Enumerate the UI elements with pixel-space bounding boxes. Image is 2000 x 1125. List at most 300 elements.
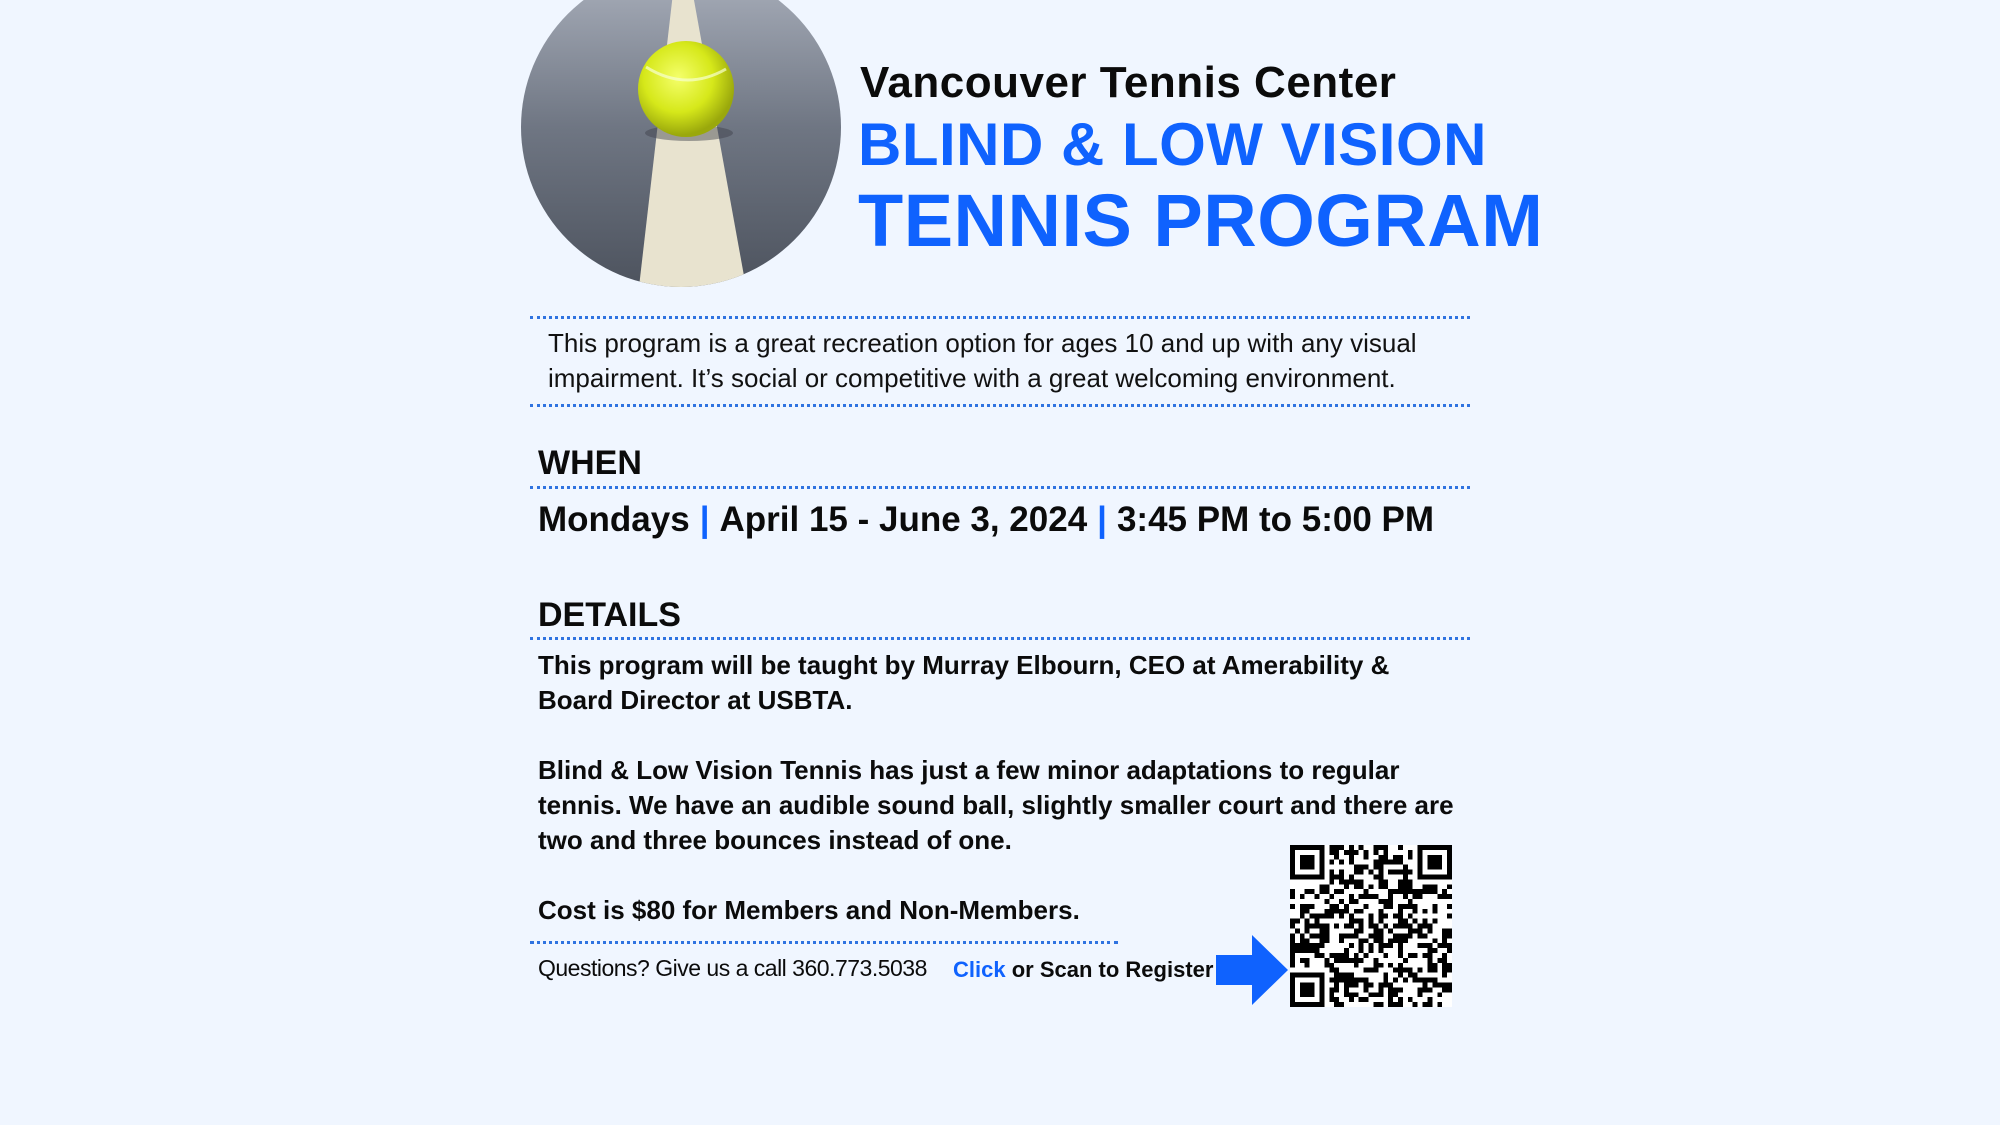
qr-module bbox=[1339, 914, 1344, 919]
qr-module bbox=[1413, 928, 1418, 933]
details-paragraph-adaptations: Blind & Low Vision Tennis has just a few minor adaptations to regular tennis. We have an audible sound ball, slightly smaller court and there are two and three bounces instead of one. bbox=[538, 755, 1454, 855]
qr-module bbox=[1305, 963, 1310, 968]
qr-module bbox=[1393, 938, 1398, 943]
qr-module bbox=[1344, 992, 1349, 997]
qr-module bbox=[1403, 978, 1408, 983]
schedule-time: 3:45 PM to 5:00 PM bbox=[1116, 500, 1435, 539]
qr-module bbox=[1329, 860, 1334, 865]
qr-module bbox=[1427, 874, 1432, 879]
qr-module bbox=[1329, 992, 1334, 997]
qr-module bbox=[1418, 865, 1423, 870]
qr-module bbox=[1373, 860, 1378, 865]
qr-module bbox=[1315, 933, 1320, 938]
qr-module bbox=[1290, 924, 1295, 929]
qr-module bbox=[1334, 889, 1339, 894]
qr-module bbox=[1349, 958, 1354, 963]
qr-module bbox=[1305, 943, 1310, 948]
qr-module bbox=[1418, 943, 1423, 948]
separator: | bbox=[699, 500, 710, 539]
qr-module bbox=[1329, 909, 1334, 914]
qr-module bbox=[1354, 870, 1359, 875]
qr-module bbox=[1418, 850, 1423, 855]
qr-module bbox=[1329, 914, 1334, 919]
qr-module bbox=[1408, 924, 1413, 929]
qr-module bbox=[1359, 924, 1364, 929]
qr-module bbox=[1423, 943, 1428, 948]
qr-module bbox=[1369, 894, 1374, 899]
qr-module bbox=[1383, 879, 1388, 884]
qr-module bbox=[1447, 982, 1452, 987]
qr-module bbox=[1408, 968, 1413, 973]
qr-module bbox=[1319, 938, 1324, 943]
qr-module bbox=[1315, 948, 1320, 953]
qr-module bbox=[1447, 874, 1452, 879]
qr-module bbox=[1359, 884, 1364, 889]
qr-module bbox=[1427, 997, 1432, 1002]
qr-module bbox=[1349, 982, 1354, 987]
qr-module bbox=[1364, 938, 1369, 943]
qr-module bbox=[1290, 904, 1295, 909]
qr-module bbox=[1388, 987, 1393, 992]
qr-module bbox=[1310, 904, 1315, 909]
qr-module bbox=[1408, 884, 1413, 889]
qr-module bbox=[1310, 855, 1315, 860]
qr-module bbox=[1339, 889, 1344, 894]
qr-module bbox=[1354, 928, 1359, 933]
qr-module bbox=[1432, 948, 1437, 953]
qr-module bbox=[1305, 904, 1310, 909]
qr-module bbox=[1290, 943, 1295, 948]
divider bbox=[530, 486, 1470, 489]
qr-module bbox=[1310, 860, 1315, 865]
qr-module bbox=[1339, 958, 1344, 963]
qr-module bbox=[1319, 992, 1324, 997]
qr-module bbox=[1427, 978, 1432, 983]
register-link[interactable]: Click bbox=[953, 957, 1006, 982]
qr-module bbox=[1398, 973, 1403, 978]
qr-module bbox=[1423, 933, 1428, 938]
separator: | bbox=[1097, 500, 1107, 539]
qr-module bbox=[1373, 924, 1378, 929]
qr-module bbox=[1349, 879, 1354, 884]
qr-module bbox=[1305, 865, 1310, 870]
qr-module bbox=[1339, 909, 1344, 914]
qr-module bbox=[1349, 874, 1354, 879]
qr-module bbox=[1388, 860, 1393, 865]
qr-module bbox=[1300, 855, 1305, 860]
qr-module bbox=[1403, 933, 1408, 938]
qr-module bbox=[1369, 884, 1374, 889]
qr-module bbox=[1383, 845, 1388, 850]
qr-module bbox=[1344, 973, 1349, 978]
qr-module bbox=[1329, 845, 1334, 850]
register-label: or Scan to Register bbox=[1011, 957, 1214, 982]
qr-module bbox=[1290, 973, 1295, 978]
qr-module bbox=[1383, 973, 1388, 978]
qr-module bbox=[1398, 948, 1403, 953]
qr-module bbox=[1393, 1002, 1398, 1007]
qr-module bbox=[1408, 879, 1413, 884]
qr-module bbox=[1290, 850, 1295, 855]
qr-module bbox=[1388, 894, 1393, 899]
qr-module bbox=[1447, 943, 1452, 948]
qr-module bbox=[1290, 874, 1295, 879]
qr-module bbox=[1378, 1002, 1383, 1007]
qr-module bbox=[1349, 919, 1354, 924]
qr-module bbox=[1373, 992, 1378, 997]
qr-module bbox=[1427, 884, 1432, 889]
qr-module bbox=[1398, 943, 1403, 948]
qr-module bbox=[1442, 973, 1447, 978]
qr-module bbox=[1344, 879, 1349, 884]
qr-module bbox=[1364, 894, 1369, 899]
qr-module bbox=[1393, 855, 1398, 860]
qr-module bbox=[1354, 850, 1359, 855]
qr-module bbox=[1349, 845, 1354, 850]
qr-module bbox=[1305, 845, 1310, 850]
qr-module bbox=[1432, 865, 1437, 870]
qr-module bbox=[1408, 953, 1413, 958]
qr-module bbox=[1378, 933, 1383, 938]
qr-module bbox=[1300, 845, 1305, 850]
qr-module bbox=[1315, 919, 1320, 924]
qr-module bbox=[1408, 850, 1413, 855]
qr-module bbox=[1319, 933, 1324, 938]
qr-module bbox=[1388, 889, 1393, 894]
qr-module bbox=[1447, 904, 1452, 909]
qr-module bbox=[1383, 850, 1388, 855]
qr-module bbox=[1427, 1002, 1432, 1007]
qr-module bbox=[1418, 894, 1423, 899]
qr-module bbox=[1349, 973, 1354, 978]
qr-module bbox=[1359, 938, 1364, 943]
qr-module bbox=[1354, 909, 1359, 914]
details-heading: DETAILS bbox=[538, 596, 681, 634]
qr-module bbox=[1339, 870, 1344, 875]
qr-module bbox=[1354, 899, 1359, 904]
qr-module bbox=[1349, 978, 1354, 983]
qr-module bbox=[1427, 963, 1432, 968]
qr-module bbox=[1373, 938, 1378, 943]
qr-module bbox=[1378, 860, 1383, 865]
qr-module bbox=[1354, 958, 1359, 963]
qr-module bbox=[1319, 850, 1324, 855]
qr-module bbox=[1442, 943, 1447, 948]
qr-module bbox=[1383, 904, 1388, 909]
qr-module bbox=[1334, 845, 1339, 850]
qr-module bbox=[1310, 914, 1315, 919]
qr-module bbox=[1354, 865, 1359, 870]
qr-module bbox=[1423, 845, 1428, 850]
qr-module bbox=[1403, 884, 1408, 889]
divider bbox=[530, 941, 1118, 944]
qr-module bbox=[1398, 879, 1403, 884]
qr-module bbox=[1378, 855, 1383, 860]
qr-module bbox=[1427, 953, 1432, 958]
divider bbox=[530, 637, 1470, 640]
qr-module bbox=[1319, 855, 1324, 860]
qr-module bbox=[1334, 958, 1339, 963]
qr-module bbox=[1403, 889, 1408, 894]
qr-module bbox=[1432, 860, 1437, 865]
qr-module bbox=[1319, 1002, 1324, 1007]
qr-module bbox=[1383, 860, 1388, 865]
qr-module bbox=[1344, 978, 1349, 983]
qr-module bbox=[1418, 928, 1423, 933]
qr-module bbox=[1344, 958, 1349, 963]
qr-module bbox=[1310, 924, 1315, 929]
qr-module bbox=[1398, 1002, 1403, 1007]
qr-module bbox=[1364, 968, 1369, 973]
qr-module bbox=[1432, 855, 1437, 860]
qr-module bbox=[1364, 850, 1369, 855]
contact-phone-text: Questions? Give us a call 360.773.5038 bbox=[538, 955, 927, 981]
qr-module bbox=[1393, 933, 1398, 938]
qr-module bbox=[1447, 914, 1452, 919]
qr-module bbox=[1334, 850, 1339, 855]
qr-module bbox=[1319, 978, 1324, 983]
qr-module bbox=[1383, 884, 1388, 889]
qr-module bbox=[1290, 978, 1295, 983]
qr-module bbox=[1388, 943, 1393, 948]
qr-module bbox=[1344, 933, 1349, 938]
qr-module bbox=[1408, 997, 1413, 1002]
qr-module bbox=[1437, 1002, 1442, 1007]
qr-module bbox=[1315, 874, 1320, 879]
qr-module bbox=[1324, 938, 1329, 943]
qr-module bbox=[1334, 924, 1339, 929]
qr-module bbox=[1427, 860, 1432, 865]
qr-module bbox=[1373, 933, 1378, 938]
qr-module bbox=[1344, 904, 1349, 909]
qr-module bbox=[1354, 992, 1359, 997]
qr-module bbox=[1383, 982, 1388, 987]
qr-module bbox=[1319, 982, 1324, 987]
qr-module bbox=[1437, 982, 1442, 987]
qr-module bbox=[1408, 855, 1413, 860]
qr-module bbox=[1349, 860, 1354, 865]
org-name: Vancouver Tennis Center bbox=[860, 58, 1397, 107]
qr-module bbox=[1300, 874, 1305, 879]
qr-module bbox=[1373, 894, 1378, 899]
qr-module bbox=[1364, 997, 1369, 1002]
qr-module bbox=[1290, 933, 1295, 938]
qr-module bbox=[1427, 845, 1432, 850]
qr-module bbox=[1319, 874, 1324, 879]
qr-module bbox=[1423, 987, 1428, 992]
qr-module bbox=[1373, 850, 1378, 855]
qr-module bbox=[1290, 894, 1295, 899]
qr-module bbox=[1393, 992, 1398, 997]
qr-module bbox=[1373, 958, 1378, 963]
qr-module bbox=[1300, 865, 1305, 870]
qr-module bbox=[1354, 919, 1359, 924]
qr-module bbox=[1427, 928, 1432, 933]
qr-module bbox=[1300, 904, 1305, 909]
qr-module bbox=[1300, 914, 1305, 919]
qr-module bbox=[1295, 948, 1300, 953]
qr-module bbox=[1290, 953, 1295, 958]
qr-module bbox=[1295, 1002, 1300, 1007]
qr-module bbox=[1329, 879, 1334, 884]
qr-module bbox=[1359, 943, 1364, 948]
qr-module bbox=[1324, 899, 1329, 904]
qr-module bbox=[1300, 938, 1305, 943]
qr-module bbox=[1388, 904, 1393, 909]
qr-module bbox=[1442, 953, 1447, 958]
qr-module bbox=[1383, 855, 1388, 860]
qr-module bbox=[1354, 963, 1359, 968]
qr-module bbox=[1315, 845, 1320, 850]
qr-module bbox=[1324, 963, 1329, 968]
qr-module bbox=[1398, 953, 1403, 958]
program-title-line1: BLIND & LOW VISION bbox=[858, 111, 1487, 178]
qr-module bbox=[1427, 987, 1432, 992]
details-paragraph-instructor: This program will be taught by Murray Elbourn, CEO at Amerability & Board Director at USBTA. bbox=[538, 650, 1390, 715]
qr-module bbox=[1354, 884, 1359, 889]
divider bbox=[530, 316, 1470, 319]
qr-module bbox=[1315, 953, 1320, 958]
qr-module bbox=[1349, 899, 1354, 904]
qr-module bbox=[1369, 948, 1374, 953]
qr-module bbox=[1418, 968, 1423, 973]
program-title-line2: TENNIS PROGRAM bbox=[858, 179, 1544, 262]
qr-module bbox=[1418, 870, 1423, 875]
qr-module bbox=[1408, 870, 1413, 875]
qr-module bbox=[1408, 973, 1413, 978]
when-heading: WHEN bbox=[538, 444, 642, 482]
qr-module bbox=[1359, 909, 1364, 914]
qr-module bbox=[1373, 1002, 1378, 1007]
qr-module bbox=[1349, 914, 1354, 919]
qr-module bbox=[1432, 963, 1437, 968]
qr-module bbox=[1349, 924, 1354, 929]
qr-module bbox=[1423, 909, 1428, 914]
qr-module bbox=[1398, 924, 1403, 929]
qr-module bbox=[1383, 924, 1388, 929]
qr-module bbox=[1413, 919, 1418, 924]
qr-module bbox=[1290, 919, 1295, 924]
qr-module bbox=[1310, 973, 1315, 978]
qr-module bbox=[1383, 943, 1388, 948]
qr-module bbox=[1413, 953, 1418, 958]
qr-module bbox=[1310, 982, 1315, 987]
qr-module bbox=[1423, 889, 1428, 894]
qr-module bbox=[1334, 874, 1339, 879]
qr-module bbox=[1359, 997, 1364, 1002]
qr-module bbox=[1334, 997, 1339, 1002]
qr-module bbox=[1442, 968, 1447, 973]
qr-module bbox=[1324, 924, 1329, 929]
qr-module bbox=[1432, 982, 1437, 987]
qr-module bbox=[1432, 919, 1437, 924]
qr-module bbox=[1378, 874, 1383, 879]
qr-module bbox=[1432, 938, 1437, 943]
qr-module bbox=[1398, 909, 1403, 914]
qr-module bbox=[1329, 953, 1334, 958]
qr-module bbox=[1408, 933, 1413, 938]
qr-module bbox=[1364, 978, 1369, 983]
arrow-right-icon bbox=[1216, 935, 1288, 1005]
qr-module bbox=[1305, 889, 1310, 894]
qr-module bbox=[1300, 948, 1305, 953]
qr-module bbox=[1418, 987, 1423, 992]
qr-module bbox=[1339, 879, 1344, 884]
qr-module bbox=[1398, 997, 1403, 1002]
qr-module bbox=[1344, 850, 1349, 855]
intro-text: This program is a great recreation option for ages 10 and up with any visual impairment. It’s social or competitive with a great welcoming environment. bbox=[548, 328, 1417, 393]
qr-module bbox=[1334, 978, 1339, 983]
qr-module bbox=[1315, 1002, 1320, 1007]
qr-module bbox=[1364, 987, 1369, 992]
qr-module bbox=[1359, 865, 1364, 870]
qr-module bbox=[1319, 889, 1324, 894]
qr-module bbox=[1427, 943, 1432, 948]
register-qr-code[interactable] bbox=[1290, 845, 1452, 1007]
qr-module bbox=[1447, 884, 1452, 889]
qr-module bbox=[1378, 963, 1383, 968]
qr-module bbox=[1339, 978, 1344, 983]
qr-module bbox=[1349, 933, 1354, 938]
register-cta bbox=[953, 957, 1213, 983]
qr-module bbox=[1305, 909, 1310, 914]
qr-module bbox=[1349, 992, 1354, 997]
qr-module bbox=[1378, 870, 1383, 875]
qr-module bbox=[1300, 958, 1305, 963]
qr-module bbox=[1378, 879, 1383, 884]
qr-module bbox=[1398, 963, 1403, 968]
qr-module bbox=[1447, 850, 1452, 855]
qr-module bbox=[1442, 938, 1447, 943]
qr-module bbox=[1373, 874, 1378, 879]
qr-module bbox=[1359, 948, 1364, 953]
qr-module bbox=[1403, 924, 1408, 929]
qr-module bbox=[1403, 870, 1408, 875]
qr-module bbox=[1364, 953, 1369, 958]
qr-module bbox=[1403, 938, 1408, 943]
qr-module bbox=[1310, 874, 1315, 879]
qr-module bbox=[1295, 928, 1300, 933]
qr-module bbox=[1290, 958, 1295, 963]
qr-module bbox=[1349, 997, 1354, 1002]
qr-module bbox=[1319, 943, 1324, 948]
qr-module bbox=[1408, 899, 1413, 904]
qr-module bbox=[1354, 933, 1359, 938]
qr-module bbox=[1295, 973, 1300, 978]
qr-module bbox=[1359, 919, 1364, 924]
qr-module bbox=[1344, 987, 1349, 992]
qr-module bbox=[1408, 904, 1413, 909]
qr-module bbox=[1305, 982, 1310, 987]
qr-module bbox=[1324, 928, 1329, 933]
qr-module bbox=[1442, 845, 1447, 850]
qr-module bbox=[1300, 987, 1305, 992]
qr-module bbox=[1398, 919, 1403, 924]
qr-module bbox=[1319, 884, 1324, 889]
qr-module bbox=[1359, 958, 1364, 963]
qr-module bbox=[1423, 1002, 1428, 1007]
qr-module bbox=[1418, 933, 1423, 938]
qr-module bbox=[1339, 860, 1344, 865]
qr-module bbox=[1432, 968, 1437, 973]
qr-module bbox=[1373, 968, 1378, 973]
schedule-dates: April 15 - June 3, 2024 bbox=[719, 500, 1088, 539]
qr-module bbox=[1403, 919, 1408, 924]
qr-module bbox=[1437, 845, 1442, 850]
qr-module bbox=[1403, 865, 1408, 870]
qr-module bbox=[1437, 874, 1442, 879]
qr-module bbox=[1300, 933, 1305, 938]
